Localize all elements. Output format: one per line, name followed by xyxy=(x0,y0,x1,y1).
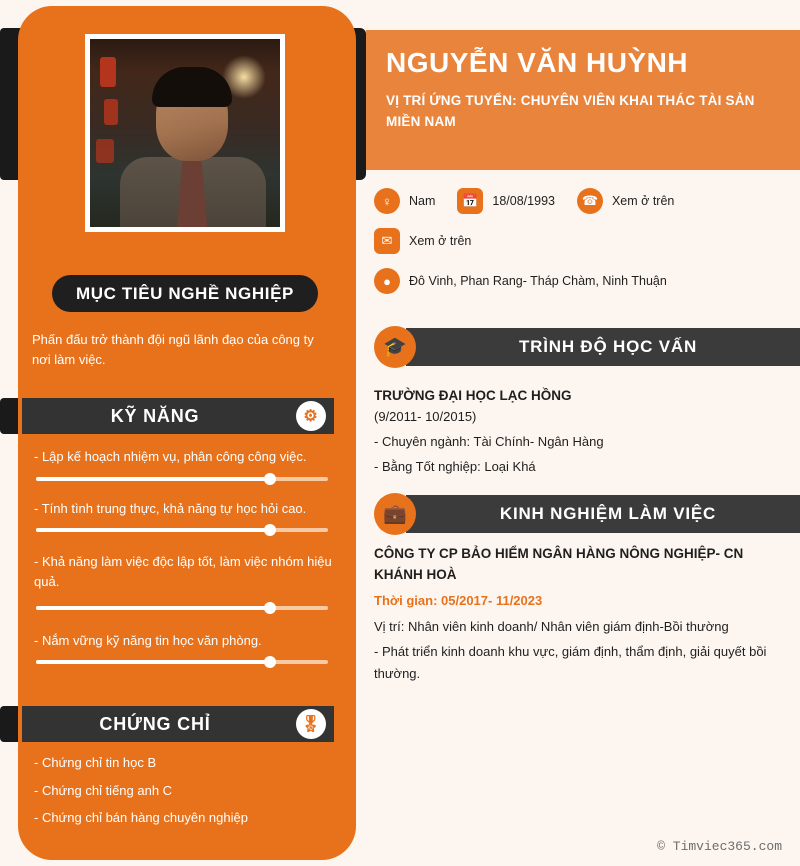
graduation-cap-icon: 🎓 xyxy=(374,326,416,368)
experience-duties: - Phát triển kinh doanh khu vực, giám định, thẩm định, giải quyết bồi thường. xyxy=(374,644,767,681)
certificate-item: - Chứng chỉ tin học B xyxy=(34,755,157,770)
section-title-certificates xyxy=(22,706,334,742)
gear-icon: ⚙ xyxy=(296,401,326,431)
briefcase-icon: 💼 xyxy=(374,493,416,535)
avatar xyxy=(85,34,285,232)
footer-credit: © Timviec365.com xyxy=(657,839,782,854)
education-degree: - Bằng Tốt nghiệp: Loại Khá xyxy=(374,459,536,474)
experience-time: Thời gian: 05/2017- 11/2023 xyxy=(374,593,543,608)
right-column xyxy=(366,0,800,866)
contact-block xyxy=(374,188,800,308)
photo-hair xyxy=(152,67,232,107)
skill-label: - Lập kế hoạch nhiệm vụ, phân công công việc. xyxy=(34,449,307,464)
location-pin-icon: ● xyxy=(374,268,400,294)
contact-birthday xyxy=(457,188,555,214)
contact-phone-value: Xem ở trên xyxy=(611,194,675,208)
skill-slider-knob[interactable] xyxy=(264,602,276,614)
skill-slider-fill xyxy=(36,606,270,610)
skill-slider[interactable] xyxy=(36,660,328,664)
medal-icon: 🎖 xyxy=(296,709,326,739)
contact-row xyxy=(374,188,800,214)
contact-birthday-value: 18/08/1993 xyxy=(492,194,555,208)
skill-slider[interactable] xyxy=(36,606,328,610)
skill-slider-fill xyxy=(36,660,270,664)
section-title-skills xyxy=(22,398,334,434)
experience-position: Vị trí: Nhân viên kinh doanh/ Nhân viên giám định-Bồi thường xyxy=(374,619,729,634)
envelope-icon: ✉ xyxy=(374,228,400,254)
contact-phone[interactable] xyxy=(577,188,674,214)
contact-gender-value: Nam xyxy=(409,194,436,208)
skill-slider-knob[interactable] xyxy=(264,473,276,485)
skill-slider[interactable] xyxy=(36,477,328,481)
skill-slider[interactable] xyxy=(36,528,328,532)
education-major: - Chuyên ngành: Tài Chính- Ngân Hàng xyxy=(374,434,604,449)
certificate-item: - Chứng chỉ tiếng anh C xyxy=(34,783,173,798)
page-title: NGUYỄN VĂN HUỲNH xyxy=(386,47,689,78)
section-title-objective: MỤC TIÊU NGHỀ NGHIỆP xyxy=(52,275,318,312)
photo-lantern xyxy=(104,99,118,125)
skill-slider-fill xyxy=(36,477,270,481)
skill-slider-knob[interactable] xyxy=(264,656,276,668)
phone-icon: ☎ xyxy=(577,188,603,214)
skill-slider-fill xyxy=(36,528,270,532)
job-target: VỊ TRÍ ỨNG TUYỂN: CHUYÊN VIÊN KHAI THÁC TÀI SẢN MIỀN NAM xyxy=(386,93,755,129)
section-experience-title: KINH NGHIỆM LÀM VIỆC xyxy=(406,495,800,533)
certificate-item: - Chứng chỉ bán hàng chuyên nghiệp xyxy=(34,810,248,825)
section-education-header xyxy=(374,326,800,368)
section-title-certificates-label: CHỨNG CHỈ xyxy=(99,713,211,734)
contact-row xyxy=(374,228,800,254)
contact-row xyxy=(374,268,800,294)
section-education-title: TRÌNH ĐỘ HỌC VẤN xyxy=(406,328,800,366)
skill-slider-knob[interactable] xyxy=(264,524,276,536)
avatar-photo xyxy=(90,39,280,227)
contact-gender xyxy=(374,188,435,214)
education-school: TRƯỜNG ĐẠI HỌC LẠC HỒNG xyxy=(374,388,572,403)
photo-lantern xyxy=(100,57,116,87)
calendar-icon: 📅 xyxy=(457,188,483,214)
section-experience-header xyxy=(374,493,800,535)
contact-email[interactable] xyxy=(374,228,471,254)
objective-text: Phấn đấu trở thành đội ngũ lãnh đạo của công ty nơi làm việc. xyxy=(32,332,314,367)
section-title-skills-label: KỸ NĂNG xyxy=(110,405,200,426)
contact-address xyxy=(374,268,667,294)
contact-email-value: Xem ở trên xyxy=(409,234,472,248)
gender-icon: ♀ xyxy=(374,188,400,214)
contact-address-value: Đô Vinh, Phan Rang- Tháp Chàm, Ninh Thuận xyxy=(409,274,667,288)
skill-label: - Tính tình trung thực, khả năng tự học hỏi cao. xyxy=(34,501,307,516)
photo-lantern xyxy=(96,139,114,163)
name-band xyxy=(366,30,800,170)
skill-label: - Nắm vững kỹ năng tin học văn phòng. xyxy=(34,633,262,648)
skill-label: - Khả năng làm việc độc lập tốt, làm việc nhóm hiệu quả. xyxy=(34,554,332,589)
education-period: (9/2011- 10/2015) xyxy=(374,409,477,424)
experience-company: CÔNG TY CP BẢO HIỂM NGÂN HÀNG NÔNG NGHIỆP- CN KHÁNH HOÀ xyxy=(374,546,744,582)
